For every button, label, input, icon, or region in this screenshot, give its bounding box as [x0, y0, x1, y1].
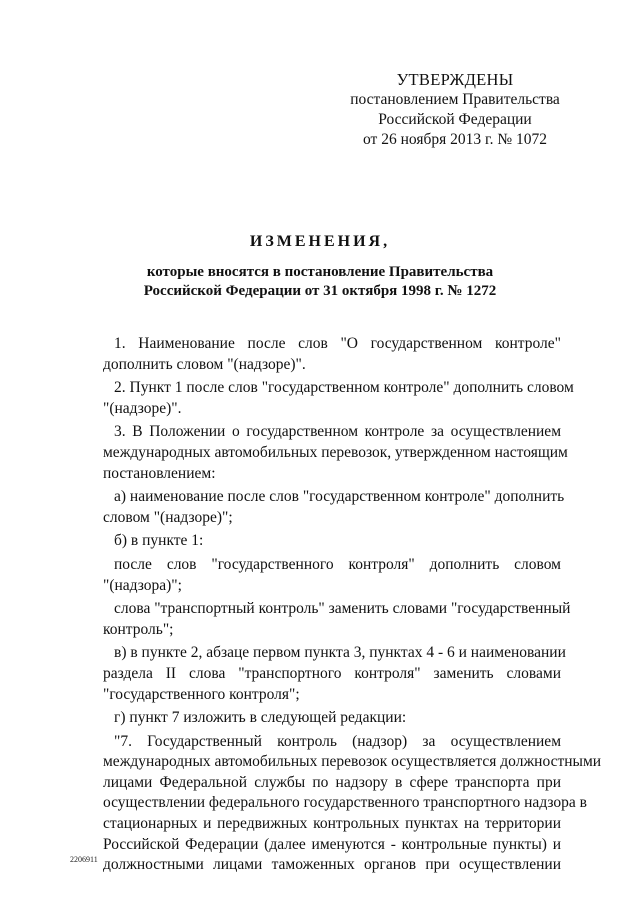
- body-line: б) в пункте 1:: [114, 532, 204, 550]
- body-line: стационарных и передвижных контрольных пунктах на территории: [103, 815, 561, 833]
- body-line: постановлением:: [103, 464, 216, 482]
- body-line: "государственного контроля";: [103, 685, 300, 703]
- body-line: "7. Государственный контроль (надзор) за осуществлением: [114, 732, 561, 750]
- approval-stamp: [330, 70, 580, 150]
- body-line: 1. Наименование после слов "О государственном контроле": [114, 335, 561, 352]
- approval-line: от 26 ноября 2013 г. № 1072: [363, 131, 547, 148]
- body-line: словом "(надзоре)";: [103, 508, 233, 526]
- body-line: "(надзоре)".: [103, 399, 182, 417]
- body-line: Российской Федерации (далее именуются - контрольные пункты) и: [103, 835, 561, 853]
- body-line: слова "транспортный контроль" заменить словами "государственный: [114, 600, 571, 618]
- body-line: после слов "государственного контроля" дополнить словом: [114, 555, 561, 573]
- body-line: дополнить словом "(надзоре)".: [103, 355, 306, 373]
- body-line: "(надзора)";: [103, 576, 182, 594]
- body-line: в) в пункте 2, абзаце первом пункта 3, пунктах 4 - 6 и наименовании: [114, 644, 566, 662]
- approval-line: постановлением Правительства: [350, 91, 560, 108]
- body-line: а) наименование после слов "государственном контроле" дополнить: [114, 488, 565, 506]
- body-line: международных автомобильных перевозок, утвержденном настоящим: [103, 443, 568, 461]
- document-code: 2206911: [70, 855, 98, 864]
- body-line: контроль";: [103, 620, 174, 638]
- approval-line: Российской Федерации: [378, 111, 532, 128]
- body-line: международных автомобильных перевозок осуществляется должностными: [103, 753, 602, 771]
- subtitle-line: Российской Федерации от 31 октября 1998 г. № 1272: [143, 283, 497, 299]
- document-title: ИЗМЕНЕНИЯ,: [249, 233, 391, 250]
- body-line: раздела II слова "транспортного контроля" заменить словами: [103, 664, 561, 682]
- document-subtitle: [90, 263, 550, 301]
- body-line: г) пункт 7 изложить в следующей редакции:: [114, 709, 407, 727]
- body-line: 2. Пункт 1 после слов "государственном контроле" дополнить словом: [114, 379, 574, 397]
- body-line: 3. В Положении о государственном контроле за осуществлением: [114, 423, 561, 441]
- body-line: осуществлении федерального государственного транспортного надзора в: [103, 794, 587, 812]
- body-line: должностными лицами таможенных органов при осуществлении: [103, 856, 561, 874]
- approval-heading: УТВЕРЖДЕНЫ: [396, 70, 514, 89]
- subtitle-line: которые вносятся в постановление Правительства: [146, 264, 494, 280]
- body-line: лицами Федеральной службы по надзору в сфере транспорта при: [103, 773, 561, 791]
- document-body: [103, 334, 602, 876]
